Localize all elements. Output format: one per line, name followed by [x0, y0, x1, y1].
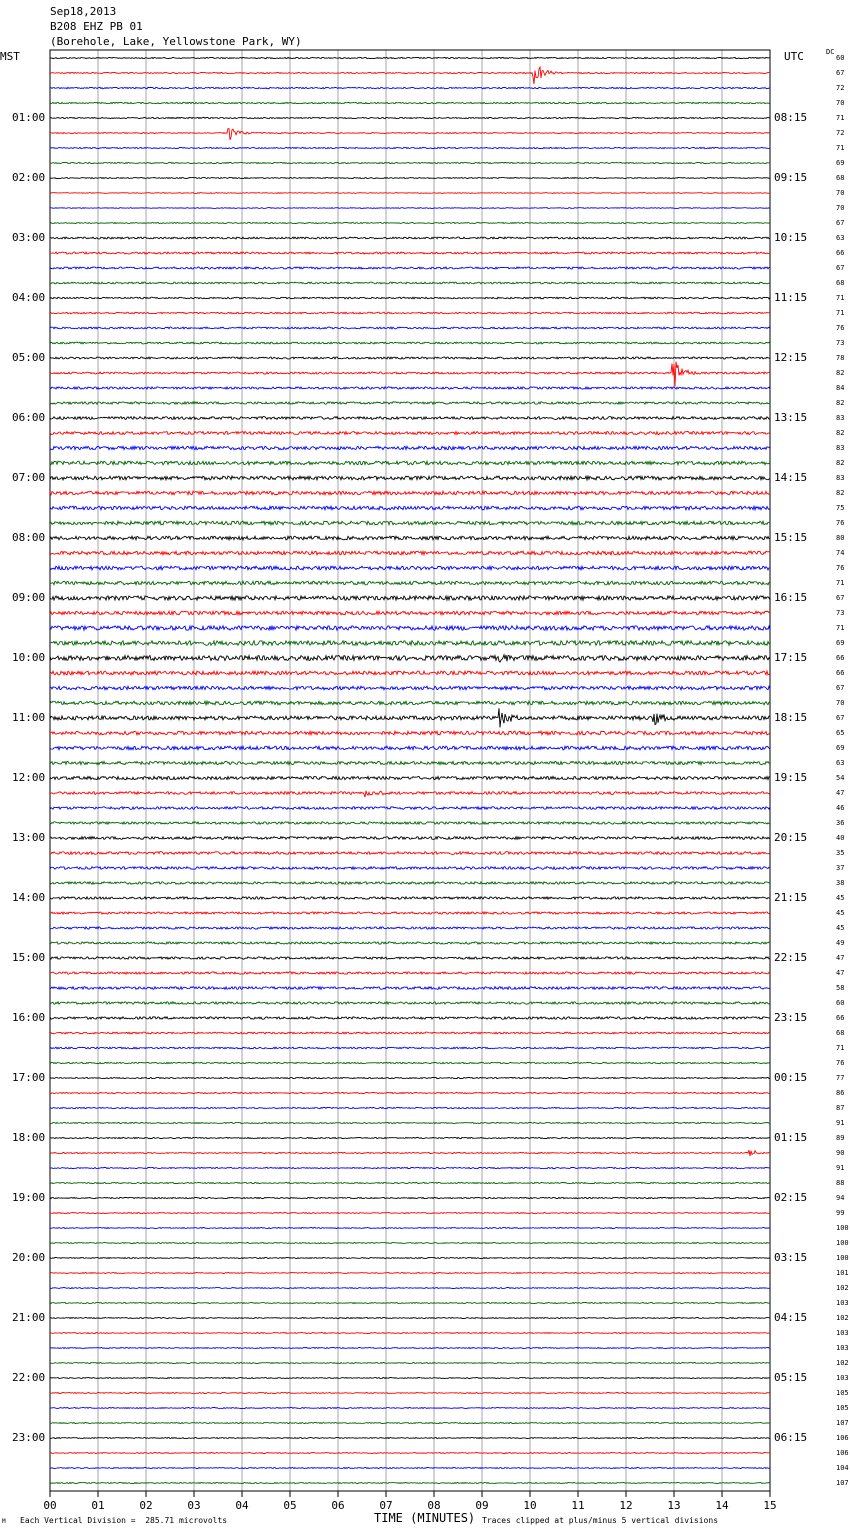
- dc-value-label: 70: [836, 189, 845, 197]
- trace-line-81: [50, 1258, 770, 1259]
- left-hour-label: 15:00: [12, 951, 46, 964]
- left-hour-label: 22:00: [12, 1371, 46, 1384]
- x-tick-label-03: 03: [187, 1499, 201, 1512]
- dc-value-label: 40: [836, 834, 845, 842]
- dc-value-label: 49: [836, 939, 845, 947]
- trace-line-54: [50, 852, 770, 855]
- trace-line-4: [50, 102, 770, 103]
- trace-line-92: [50, 1423, 770, 1424]
- dc-value-label: 102: [836, 1314, 849, 1322]
- right-hour-label: 01:15: [774, 1131, 808, 1144]
- trace-line-67: [50, 1047, 770, 1049]
- dc-value-label: 54: [836, 774, 845, 782]
- trace-line-2: [50, 67, 770, 84]
- trace-line-42: [50, 671, 770, 675]
- trace-line-79: [50, 1228, 770, 1229]
- trace-line-93: [50, 1438, 770, 1439]
- trace-line-45: [50, 708, 770, 727]
- dc-value-label: 91: [836, 1164, 845, 1172]
- right-hour-label: 03:15: [774, 1251, 808, 1264]
- trace-line-94: [50, 1453, 770, 1454]
- dc-value-label: 45: [836, 924, 845, 932]
- right-hour-label: 00:15: [774, 1071, 808, 1084]
- trace-line-49: [50, 776, 770, 779]
- dc-value-label: 71: [836, 309, 845, 317]
- left-hour-label: 05:00: [12, 351, 46, 364]
- dc-value-label: 63: [836, 234, 845, 242]
- dc-value-label: 73: [836, 339, 845, 347]
- trace-line-35: [50, 566, 770, 570]
- right-hour-label: 05:15: [774, 1371, 808, 1384]
- dc-value-label: 83: [836, 414, 845, 422]
- left-hour-label: 17:00: [12, 1071, 46, 1084]
- dc-value-label: 88: [836, 1179, 845, 1187]
- dc-value-label: 66: [836, 1014, 845, 1022]
- dc-value-label: 71: [836, 294, 845, 302]
- dc-value-label: 68: [836, 279, 845, 287]
- trace-line-60: [50, 942, 770, 944]
- dc-value-label: 47: [836, 789, 845, 797]
- dc-value-label: 89: [836, 1134, 845, 1142]
- trace-line-44: [50, 701, 770, 705]
- dc-value-label: 103: [836, 1299, 849, 1307]
- dc-value-label: 71: [836, 624, 845, 632]
- dc-value-label: 71: [836, 579, 845, 587]
- x-tick-label-07: 07: [379, 1499, 393, 1512]
- dc-value-label: 37: [836, 864, 845, 872]
- dc-value-label: 35: [836, 849, 845, 857]
- trace-line-74: [50, 1150, 770, 1156]
- right-hour-label: 14:15: [774, 471, 808, 484]
- left-hour-label: 04:00: [12, 291, 46, 304]
- dc-value-label: 102: [836, 1359, 849, 1367]
- right-hour-label: 11:15: [774, 291, 808, 304]
- trace-line-41: [50, 655, 770, 662]
- header-location: (Borehole, Lake, Yellowstone Park, WY): [50, 35, 302, 48]
- trace-line-73: [50, 1137, 770, 1138]
- right-hour-label: 22:15: [774, 951, 808, 964]
- right-hour-label: 18:15: [774, 711, 808, 724]
- dc-value-label: 106: [836, 1434, 849, 1442]
- dc-value-label: 72: [836, 129, 845, 137]
- x-tick-label-12: 12: [619, 1499, 633, 1512]
- dc-value-label: 70: [836, 99, 845, 107]
- x-tick-label-02: 02: [139, 1499, 153, 1512]
- dc-value-label: 103: [836, 1329, 849, 1337]
- x-tick-label-06: 06: [331, 1499, 345, 1512]
- left-hour-label: 09:00: [12, 591, 46, 604]
- dc-value-label: 70: [836, 204, 845, 212]
- dc-value-label: 45: [836, 909, 845, 917]
- dc-value-label: 76: [836, 564, 845, 572]
- dc-value-label: 69: [836, 744, 845, 752]
- x-tick-label-13: 13: [667, 1499, 681, 1512]
- left-hour-label: 18:00: [12, 1131, 46, 1144]
- trace-line-83: [50, 1288, 770, 1289]
- trace-line-53: [50, 837, 770, 840]
- right-hour-label: 19:15: [774, 771, 808, 784]
- dc-value-label: 76: [836, 519, 845, 527]
- trace-line-18: [50, 312, 770, 314]
- left-hour-label: 08:00: [12, 531, 46, 544]
- dc-value-label: 101: [836, 1269, 849, 1277]
- dc-value-label: 47: [836, 969, 845, 977]
- dc-value-label: 103: [836, 1344, 849, 1352]
- left-hour-label: 12:00: [12, 771, 46, 784]
- x-tick-label-01: 01: [91, 1499, 105, 1512]
- trace-line-12: [50, 223, 770, 224]
- dc-value-label: 67: [836, 684, 845, 692]
- right-hour-label: 02:15: [774, 1191, 808, 1204]
- x-tick-label-00: 00: [43, 1499, 57, 1512]
- left-hour-label: 14:00: [12, 891, 46, 904]
- left-hour-label: 10:00: [12, 651, 46, 664]
- right-hour-label: 16:15: [774, 591, 808, 604]
- header-date: Sep18,2013: [50, 5, 117, 18]
- trace-line-62: [50, 972, 770, 974]
- trace-line-78: [50, 1213, 770, 1214]
- dc-value-label: 82: [836, 459, 845, 467]
- trace-line-29: [50, 476, 770, 480]
- trace-line-59: [50, 927, 770, 929]
- dc-value-label: 71: [836, 144, 845, 152]
- trace-line-89: [50, 1378, 770, 1379]
- dc-value-label: 84: [836, 384, 845, 392]
- x-tick-label-10: 10: [523, 1499, 537, 1512]
- trace-line-34: [50, 551, 770, 555]
- dc-value-label: 100: [836, 1239, 849, 1247]
- left-hour-label: 20:00: [12, 1251, 46, 1264]
- trace-line-57: [50, 897, 770, 899]
- trace-line-8: [50, 162, 770, 163]
- dc-value-label: 46: [836, 804, 845, 812]
- dc-value-label: 105: [836, 1389, 849, 1397]
- dc-value-label: 70: [836, 699, 845, 707]
- trace-line-63: [50, 987, 770, 990]
- dc-value-label: 87: [836, 1104, 845, 1112]
- dc-value-label: 107: [836, 1479, 849, 1487]
- dc-value-label: 75: [836, 504, 845, 512]
- dc-value-label: 38: [836, 879, 845, 887]
- trace-line-9: [50, 178, 770, 179]
- trace-line-1: [50, 57, 770, 58]
- left-hour-label: 11:00: [12, 711, 46, 724]
- trace-line-90: [50, 1393, 770, 1394]
- left-timezone-label: MST: [0, 50, 20, 63]
- left-hour-label: 02:00: [12, 171, 46, 184]
- trace-line-47: [50, 746, 770, 750]
- x-axis-title: TIME (MINUTES): [374, 1511, 476, 1525]
- trace-line-28: [50, 461, 770, 465]
- dc-value-label: 63: [836, 759, 845, 767]
- trace-line-48: [50, 761, 770, 764]
- right-hour-label: 10:15: [774, 231, 808, 244]
- trace-line-14: [50, 252, 770, 254]
- trace-line-64: [50, 1002, 770, 1004]
- left-hour-label: 01:00: [12, 111, 46, 124]
- trace-line-46: [50, 731, 770, 735]
- trace-line-3: [50, 87, 770, 88]
- plot-frame: [50, 50, 770, 1491]
- trace-line-51: [50, 807, 770, 810]
- trace-line-20: [50, 342, 770, 344]
- dc-value-label: 82: [836, 489, 845, 497]
- dc-value-label: 74: [836, 549, 845, 557]
- trace-line-38: [50, 611, 770, 615]
- dc-value-label: 94: [836, 1194, 845, 1202]
- right-hour-label: 06:15: [774, 1431, 808, 1444]
- trace-line-23: [50, 387, 770, 389]
- trace-line-71: [50, 1107, 770, 1108]
- dc-value-label: 60: [836, 54, 845, 62]
- dc-value-label: 77: [836, 1074, 845, 1082]
- trace-line-25: [50, 417, 770, 420]
- trace-line-36: [50, 581, 770, 585]
- scale-note: Each Vertical Division = 285.71 microvolts: [20, 1516, 228, 1525]
- trace-line-88: [50, 1363, 770, 1364]
- dc-value-label: 106: [836, 1449, 849, 1457]
- trace-line-77: [50, 1197, 770, 1198]
- trace-line-7: [50, 147, 770, 148]
- trace-line-87: [50, 1348, 770, 1349]
- trace-line-27: [50, 446, 770, 449]
- dc-value-label: 105: [836, 1404, 849, 1412]
- trace-line-68: [50, 1062, 770, 1063]
- x-tick-label-04: 04: [235, 1499, 249, 1512]
- trace-line-30: [50, 491, 770, 495]
- x-axis: [43, 1491, 776, 1512]
- left-hour-label: 07:00: [12, 471, 46, 484]
- left-hour-label: 03:00: [12, 231, 46, 244]
- right-hour-label: 13:15: [774, 411, 808, 424]
- trace-line-33: [50, 536, 770, 540]
- header-station: B208 EHZ PB 01: [50, 20, 143, 33]
- dc-value-label: 76: [836, 324, 845, 332]
- dc-value-label: 67: [836, 714, 845, 722]
- trace-line-96: [50, 1483, 770, 1484]
- trace-line-82: [50, 1273, 770, 1274]
- trace-line-69: [50, 1077, 770, 1078]
- seismic-traces: [50, 57, 770, 1483]
- trace-line-52: [50, 822, 770, 824]
- dc-value-label: 102: [836, 1284, 849, 1292]
- dc-value-label: 67: [836, 594, 845, 602]
- right-hour-label: 12:15: [774, 351, 808, 364]
- trace-line-72: [50, 1122, 770, 1123]
- left-hour-label: 06:00: [12, 411, 46, 424]
- trace-line-37: [50, 596, 770, 600]
- right-hour-label: 21:15: [774, 891, 808, 904]
- trace-line-66: [50, 1032, 770, 1034]
- trace-line-22: [50, 362, 770, 387]
- dc-value-label: 107: [836, 1419, 849, 1427]
- trace-line-75: [50, 1167, 770, 1168]
- x-tick-label-15: 15: [763, 1499, 777, 1512]
- dc-value-label: 99: [836, 1209, 845, 1217]
- right-hour-label: 17:15: [774, 651, 808, 664]
- dc-value-label: 67: [836, 69, 845, 77]
- dc-value-label: 73: [836, 609, 845, 617]
- trace-line-6: [50, 129, 770, 140]
- trace-line-84: [50, 1303, 770, 1304]
- dc-value-label: 68: [836, 174, 845, 182]
- left-hour-label: 19:00: [12, 1191, 46, 1204]
- right-hour-label: 04:15: [774, 1311, 808, 1324]
- trace-line-26: [50, 432, 770, 435]
- left-hour-label: 23:00: [12, 1431, 46, 1444]
- dc-value-label: 83: [836, 474, 845, 482]
- x-tick-label-05: 05: [283, 1499, 297, 1512]
- trace-line-85: [50, 1318, 770, 1319]
- dc-value-label: 100: [836, 1254, 849, 1262]
- x-tick-label-09: 09: [475, 1499, 489, 1512]
- clip-note: Traces clipped at plus/minus 5 vertical divisions: [482, 1516, 719, 1525]
- left-hour-label: 16:00: [12, 1011, 46, 1024]
- trace-line-10: [50, 193, 770, 194]
- dc-value-label: 90: [836, 1149, 845, 1157]
- dc-value-label: 65: [836, 729, 845, 737]
- trace-line-16: [50, 282, 770, 284]
- dc-value-label: 82: [836, 429, 845, 437]
- left-hour-label: 21:00: [12, 1311, 46, 1324]
- trace-line-39: [50, 626, 770, 630]
- trace-line-31: [50, 506, 770, 510]
- trace-line-43: [50, 686, 770, 690]
- grid-lines: [50, 50, 770, 1491]
- dc-value-label: 83: [836, 444, 845, 452]
- trace-line-40: [50, 641, 770, 646]
- corner-mark: M: [2, 1518, 6, 1525]
- trace-line-61: [50, 957, 770, 959]
- dc-label: DC: [826, 48, 835, 56]
- dc-value-label: 80: [836, 534, 845, 542]
- dc-value-label: 66: [836, 669, 845, 677]
- dc-value-label: 71: [836, 1044, 845, 1052]
- trace-line-5: [50, 117, 770, 118]
- trace-line-32: [50, 521, 770, 525]
- trace-line-65: [50, 1017, 770, 1019]
- dc-value-label: 103: [836, 1374, 849, 1382]
- trace-line-91: [50, 1408, 770, 1409]
- trace-line-55: [50, 867, 770, 870]
- trace-line-50: [50, 791, 770, 797]
- trace-line-19: [50, 327, 770, 329]
- dc-value-label: 78: [836, 354, 845, 362]
- dc-value-label: 100: [836, 1224, 849, 1232]
- right-hour-label: 20:15: [774, 831, 808, 844]
- trace-line-17: [50, 297, 770, 299]
- trace-line-21: [50, 357, 770, 359]
- trace-line-58: [50, 912, 770, 914]
- dc-value-label: 58: [836, 984, 845, 992]
- trace-line-24: [50, 402, 770, 404]
- dc-value-label: 69: [836, 639, 845, 647]
- dc-value-label: 82: [836, 399, 845, 407]
- dc-value-label: 60: [836, 999, 845, 1007]
- right-hour-label: 08:15: [774, 111, 808, 124]
- trace-line-80: [50, 1243, 770, 1244]
- right-hour-label: 23:15: [774, 1011, 808, 1024]
- right-hour-label: 15:15: [774, 531, 808, 544]
- dc-value-label: 47: [836, 954, 845, 962]
- dc-value-label: 91: [836, 1119, 845, 1127]
- trace-line-76: [50, 1182, 770, 1183]
- right-hour-label: 09:15: [774, 171, 808, 184]
- dc-value-label: 69: [836, 159, 845, 167]
- x-tick-label-11: 11: [571, 1499, 585, 1512]
- trace-line-86: [50, 1333, 770, 1334]
- dc-value-label: 104: [836, 1464, 849, 1472]
- dc-value-label: 36: [836, 819, 845, 827]
- dc-value-label: 71: [836, 114, 845, 122]
- trace-line-95: [50, 1468, 770, 1469]
- trace-line-11: [50, 208, 770, 209]
- dc-value-label: 82: [836, 369, 845, 377]
- x-tick-label-08: 08: [427, 1499, 441, 1512]
- trace-line-15: [50, 267, 770, 269]
- dc-value-label: 68: [836, 1029, 845, 1037]
- dc-value-label: 67: [836, 219, 845, 227]
- dc-value-label: 66: [836, 249, 845, 257]
- dc-value-label: 72: [836, 84, 845, 92]
- dc-value-label: 45: [836, 894, 845, 902]
- right-timezone-label: UTC: [784, 50, 804, 63]
- dc-value-label: 66: [836, 654, 845, 662]
- x-tick-label-14: 14: [715, 1499, 729, 1512]
- dc-value-label: 76: [836, 1059, 845, 1067]
- trace-line-13: [50, 237, 770, 239]
- left-hour-label: 13:00: [12, 831, 46, 844]
- trace-line-56: [50, 882, 770, 884]
- dc-value-label: 67: [836, 264, 845, 272]
- dc-value-label: 86: [836, 1089, 845, 1097]
- trace-line-70: [50, 1092, 770, 1093]
